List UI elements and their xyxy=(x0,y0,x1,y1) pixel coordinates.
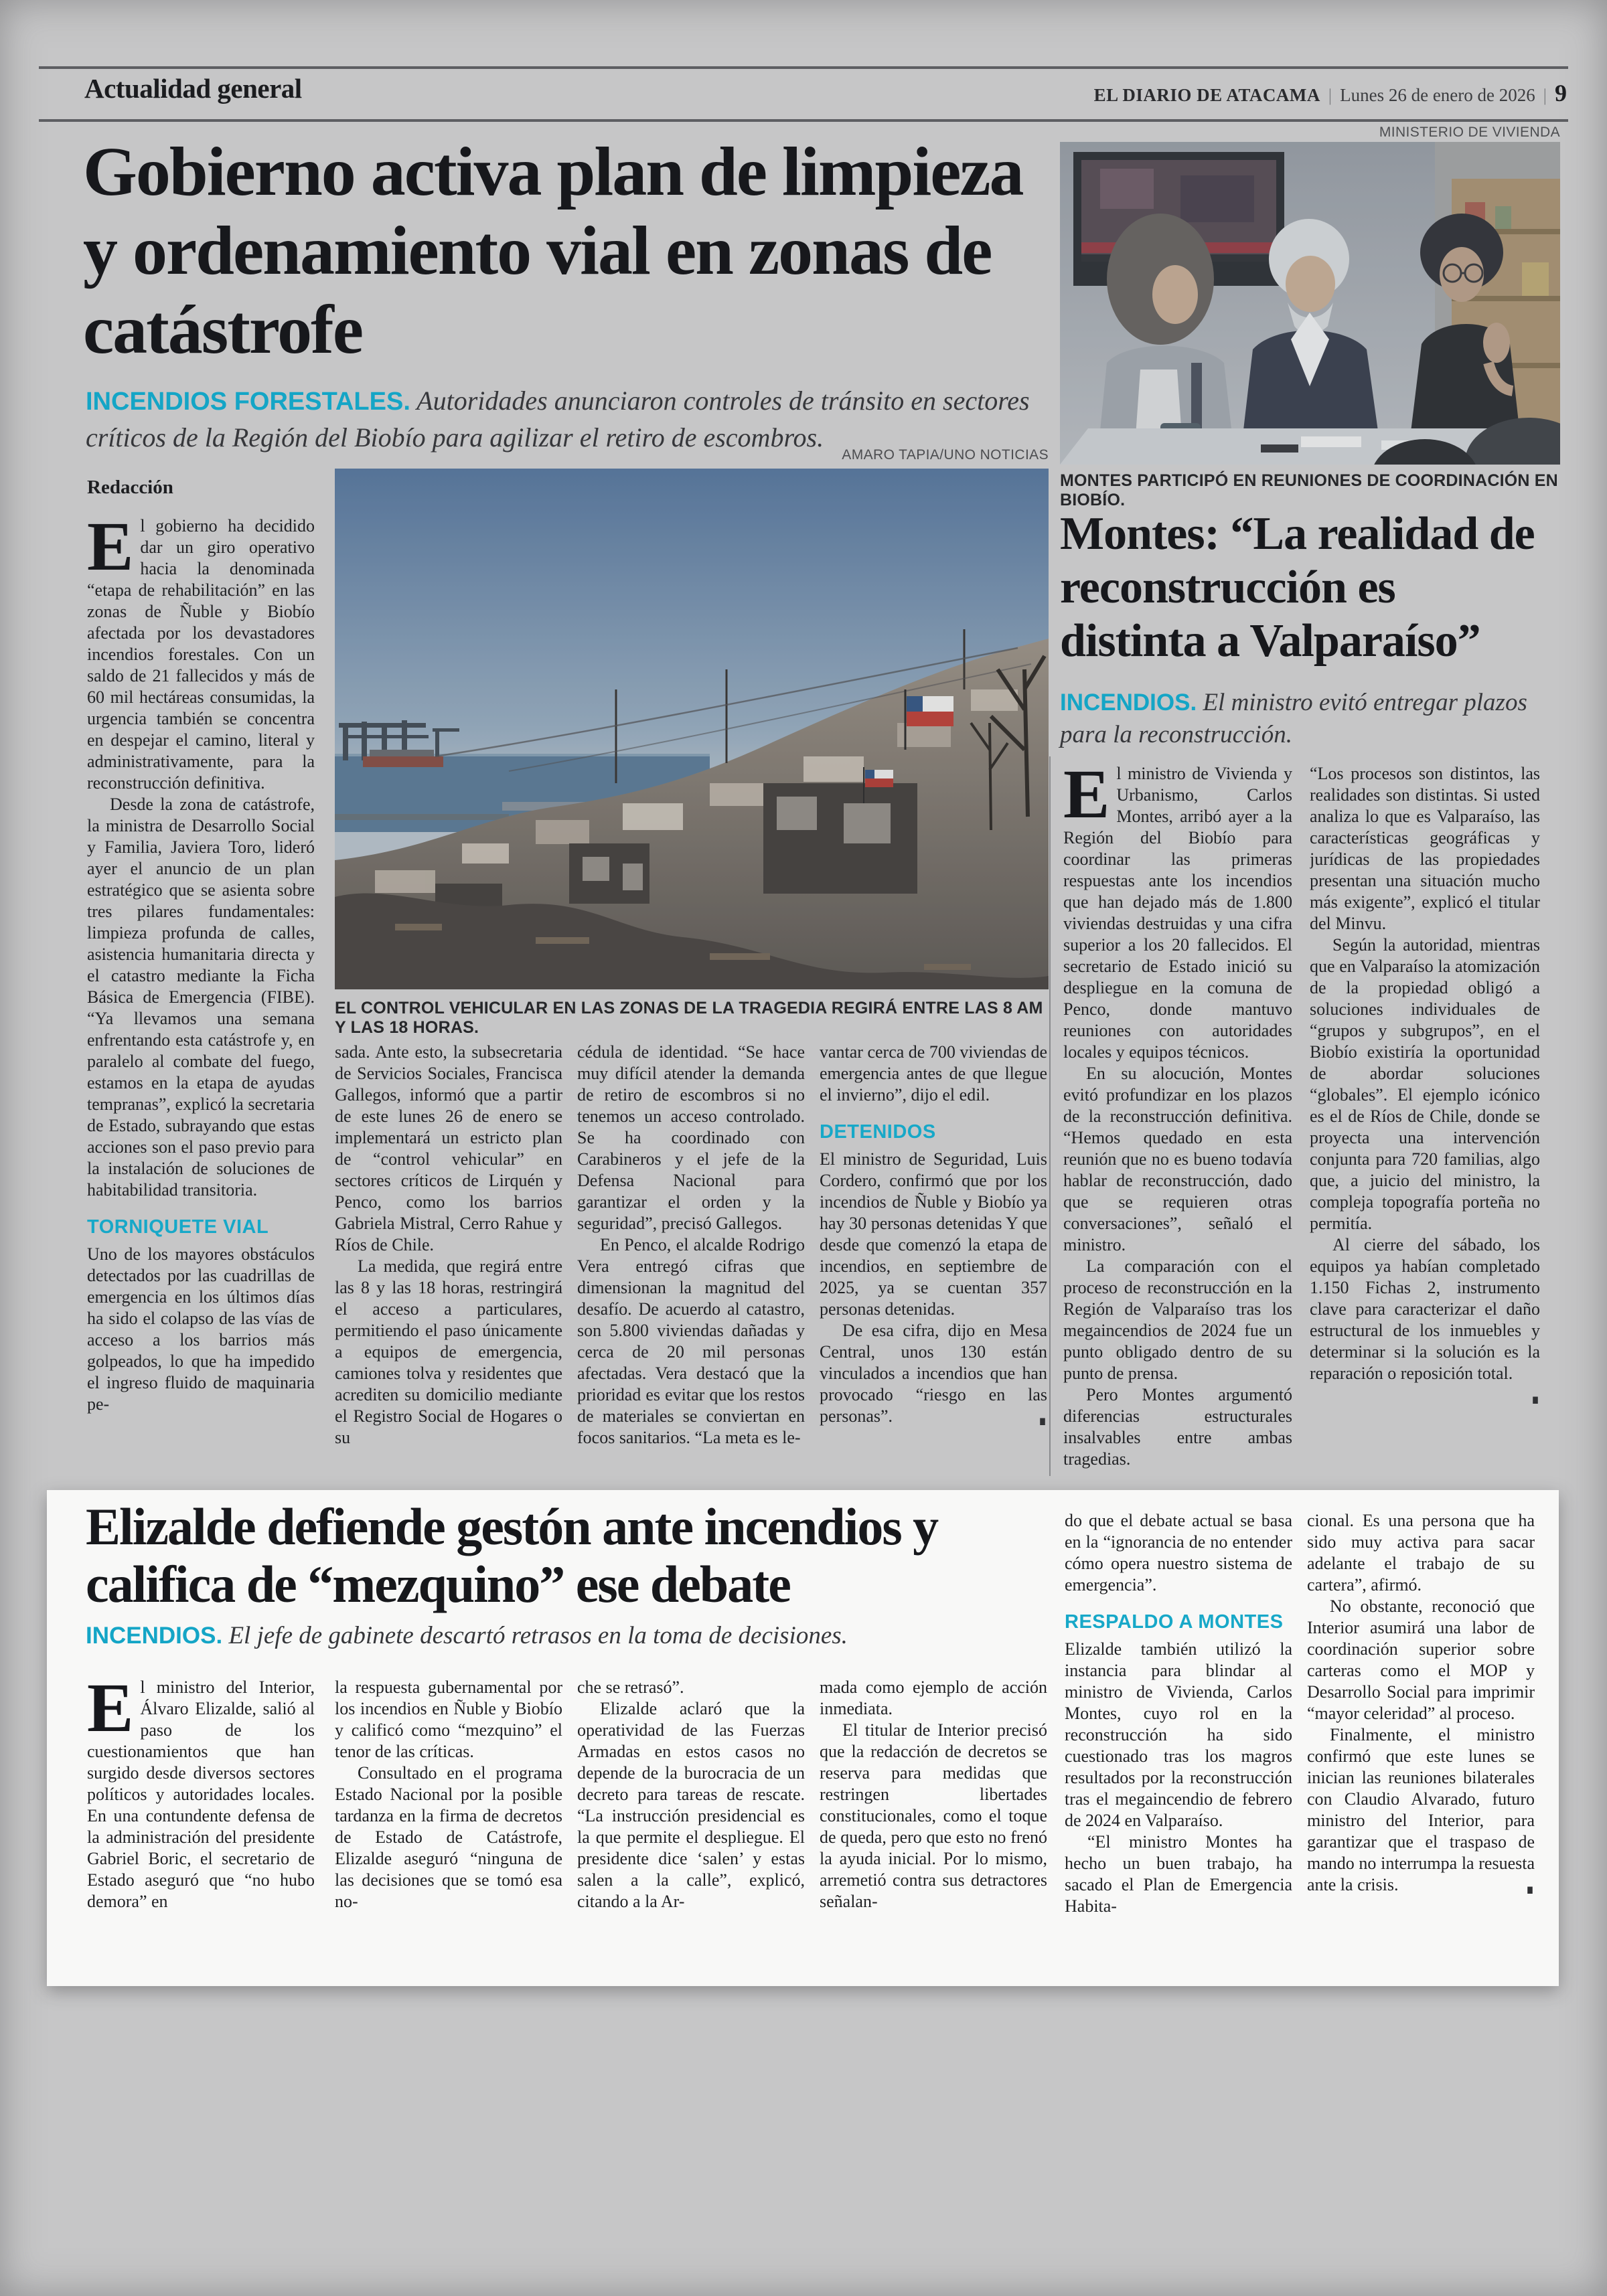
body-paragraph: cédula de identidad. “Se hace muy difícil atender la demanda de retiro de escombros si no tenemos un acceso controlado. Se ha coordinado con Carabineros y el jefe de la Defensa Nacional para garantizar el orden y la seguridad”, precisó Gallegos. xyxy=(577,1042,805,1233)
article-column xyxy=(820,1042,1047,1462)
body-paragraph: sada. Ante esto, la subsecretaria de Servicios Sociales, Francisca Gallegos, informó que a partir de este lunes 26 de enero se implementará un estricto plan de “control vehicular” en sectores críticos de Lirquén y Penco, como los barrios Gabriela Mistral, Cerro Rahue y Ríos de Chile. xyxy=(335,1042,562,1254)
article-column xyxy=(335,1677,562,1973)
header-rule-bottom xyxy=(39,119,1568,122)
separator: | xyxy=(1543,86,1547,105)
lead-kicker-text: Autoridades anunciaron controles de tránsito en sectores críticos de la Región del Biobío para agilizar el retiro de escombros. xyxy=(86,386,1030,453)
body-paragraph: Finalmente, el ministro confirmó que este lunes se inician las reuniones bilaterales con Claudio Alvarado, futuro ministro del Interior, para garantizar que el traspaso de mando no interrumpa la resuesta ante la crisis. ∎ xyxy=(1307,1724,1535,1896)
coordination-meeting-photo-illustration xyxy=(1060,142,1560,465)
lead-photo-credit: AMARO TAPIA/UNO NOTICIAS xyxy=(842,447,1049,463)
masthead-dateline xyxy=(1094,79,1567,107)
body-paragraph: La comparación con el proceso de reconstrucción en la Región de Valparaíso tras los megaincendios de 2024 fue un punto obligado dentro de su punto de prensa. xyxy=(1063,1256,1292,1383)
body-paragraph: “El ministro Montes ha hecho un buen trabajo, ha sacado el Plan de Emergencia Habita- xyxy=(1065,1832,1292,1916)
elizalde-kicker xyxy=(86,1620,1050,1652)
body-paragraph: la respuesta gubernamental por los incendios en Ñuble y Biobío y calificó como “mezquino” el tenor de las críticas. xyxy=(335,1677,562,1761)
body-paragraph: De esa cifra, dijo en Mesa Central, unos 130 están vinculados a incendios que han provocado “riesgo en las personas”. ∎ xyxy=(820,1320,1047,1427)
body-paragraph: Elizalde también utilizó la instancia para blindar al ministro de Vivienda, Carlos Montes, cuyo rol en la reconstrucción ha sido cuestionado tras los magros resultados por la reconstrucción tras el megaincendio de febrero de 2024 en Valparaíso. xyxy=(1065,1639,1292,1830)
article-column xyxy=(1307,1510,1535,1975)
drop-cap: E xyxy=(87,515,134,585)
body-paragraph: El ministro de Vivienda y Urbanismo, Carlos Montes, arribó ayer a la Región del Biobío para coordinar las primeras respuestas ante los incendios que han dejado más de 1.800 viviendas destruidas y una cifra superior a los 20 fallecidos. El secretario de Estado inició su despliegue en la comuna de Penco, donde mantuvo reuniones con autoridades locales y equipos técnicos. xyxy=(1063,763,1292,1062)
page-number: 9 xyxy=(1555,80,1567,106)
body-paragraph: Consultado en el programa Estado Nacional por la posible tardanza en la firma de decretos de Estado de Catástrofe, Elizalde aseguró “ninguna de las decisiones que se tomó esa no- xyxy=(335,1763,562,1911)
article-column xyxy=(1310,763,1540,1474)
elizalde-kicker-text: El jefe de gabinete descartó retrasos en la toma de decisiones. xyxy=(228,1622,848,1649)
article-column xyxy=(577,1677,805,1973)
body-paragraph: Uno de los mayores obstáculos detectados por las cuadrillas de emergencia en los últimos días ha sido el colapso de las vías de acceso a los barrios más golpeados, lo que ha impedido el ingreso fluido de maquinaria pe- xyxy=(87,1244,315,1414)
lead-kicker-label: INCENDIOS FORESTALES. xyxy=(86,388,410,416)
montes-photo-caption: MONTES PARTICIPÓ EN REUNIONES DE COORDINACIÓN EN BIOBÍO. xyxy=(1060,471,1558,509)
body-paragraph: No obstante, reconoció que Interior asumirá una labor de coordinación superior sobre carteras como el MOP y Desarrollo Social para imprimir “mayor celeridad” al proceso. xyxy=(1307,1596,1535,1723)
article-column xyxy=(1065,1510,1292,1975)
header-rule-top xyxy=(39,66,1568,69)
edition-date: Lunes 26 de enero de 2026 xyxy=(1340,85,1535,105)
column-divider xyxy=(1049,756,1051,1476)
end-of-story-icon: ∎ xyxy=(1531,1390,1540,1407)
body-paragraph: Elizalde aclaró que la operatividad de las Fuerzas Armadas en estos casos no depende de la burocracia de un decreto para tareas de rescate. “La instrucción presidencial es la que permite el despliegue. El presidente dice ‘salen’ y estas salen a la calle”, explicó, citando a la Ar- xyxy=(577,1699,805,1911)
montes-headline: Montes: “La realidad de reconstrucción es distinta a Valparaíso” xyxy=(1060,508,1535,667)
drop-cap: E xyxy=(87,1677,134,1746)
body-paragraph: El gobierno ha decidido dar un giro operativo hacia la denominada “etapa de rehabilitación” en las zonas de Ñuble y Biobío afectada por los devastadores incendios forestales. Con un saldo de 21 fallecidos y más de 60 mil hectáreas consumidas, la urgencia también se concentra en despejar el camino, literal y administrativamente, para la reconstrucción definitiva. xyxy=(87,515,315,793)
body-paragraph: En Penco, el alcalde Rodrigo Vera entregó cifras que dimensionan la magnitud del desafío. De acuerdo al catastro, son 5.800 viviendas dañadas y cerca de 20 mil personas afectadas. Vera destacó que la prioridad es evitar que los restos de materiales se conviertan en focos sanitarios. “La meta es le- xyxy=(577,1235,805,1447)
article-column xyxy=(87,1677,315,1973)
article-column xyxy=(87,515,315,1461)
section-title: Actualidad general xyxy=(84,73,302,104)
body-paragraph: che se retrasó”. xyxy=(577,1677,684,1697)
lead-kicker xyxy=(86,383,1050,455)
article-column xyxy=(1063,763,1292,1474)
body-paragraph: Desde la zona de catástrofe, la ministra de Desarrollo Social y Familia, Javiera Toro, lideró ayer el anuncio de un plan estratégico que se asienta sobre tres pilares fundamentales: limpieza profunda de calles, asistencia humanitaria directa y el catastro mediante la Ficha Básica de Emergencia (FIBE). “Ya llevamos una semana enfrentando esta catástrofe y, en paralelo al combate del fuego, estamos en la etapa de ayudas tempranas”, explicó la secretaria de Estado, subrayando que estas acciones son el paso previo para la instalación de soluciones de habitabilidad transitoria. xyxy=(87,795,315,1200)
body-paragraph: “Los procesos son distintos, las realidades son distintas. Si usted analiza lo que es Valparaíso, las características geográficas y jurídicas de las propiedades presentan una situación mucho más exigente”, explicó el titular del Minvu. xyxy=(1310,764,1540,933)
body-paragraph: La medida, que regirá entre las 8 y las 18 horas, restringirá el acceso a particulares, permitiendo el paso únicamente a equipos de emergencia, camiones tolva y residentes que acrediten su domicilio mediante el Registro Social de Hogares o su xyxy=(335,1256,562,1447)
masthead: EL DIARIO DE ATACAMA xyxy=(1093,85,1320,105)
body-paragraph: Según la autoridad, mientras que en Valparaíso la atomización de la propiedad obligó a soluciones individuales de “grupos y subgrupos”, en el Biobío existiría la oportunidad de abordar soluciones “globales”. El ejemplo icónico es el de Ríos de Chile, donde se proyecta una intervención conjunta para 720 familias, algo que, a juicio del ministro, la compleja topografía porteña no permitía. xyxy=(1310,935,1540,1233)
body-paragraph: cional. Es una persona que ha sido muy activa para sacar adelante el trabajo de su cartera”, afirmó. xyxy=(1307,1511,1535,1594)
column-subhead: RESPALDO A MONTES xyxy=(1065,1611,1284,1633)
body-paragraph: vantar cerca de 700 viviendas de emergencia antes de que llegue el invierno”, dijo el edil. xyxy=(820,1042,1047,1104)
elizalde-headline: Elizalde defiende gestón ante incendios y califica de “mezquino” ese debate xyxy=(86,1497,938,1613)
end-of-story-icon: ∎ xyxy=(1525,1880,1535,1897)
column-subhead: DETENIDOS xyxy=(820,1121,936,1143)
body-paragraph: do que el debate actual se basa en la “ignorancia de no entender cómo opera nuestro sistema de emergencia”. xyxy=(1065,1511,1292,1594)
elizalde-kicker-label: INCENDIOS. xyxy=(86,1623,223,1649)
body-paragraph: Al cierre del sábado, los equipos ya habían completado 1.150 Fichas 2, instrumento clave para caracterizar el daño estructural de los inmuebles y determinar si la solución es la reparación o reposición total. ∎ xyxy=(1310,1234,1540,1384)
column-subhead: TORNIQUETE VIAL xyxy=(87,1216,269,1238)
byline: Redacción xyxy=(87,477,173,498)
body-paragraph: En su alocución, Montes evitó profundizar en los plazos de la reconstrucción definitiva. “Hemos quedado en esta reunión que no es bueno todavía hablar de reconstrucción, dado que se requieren otras conversaciones”, señaló el ministro. xyxy=(1063,1064,1292,1254)
body-paragraph: mada como ejemplo de acción inmediata. xyxy=(820,1677,1047,1718)
separator: | xyxy=(1328,86,1332,105)
montes-photo xyxy=(1060,142,1560,465)
body-paragraph: El ministro de Seguridad, Luis Cordero, confirmó que por los incendios de Ñuble y Biobío ya hay 30 personas detenidas Y que desde que comenzó la etapa de incendios, en septiembre de 2025, ya se cuentan 357 personas detenidas. xyxy=(820,1149,1047,1319)
drop-cap: E xyxy=(1063,763,1110,833)
end-of-story-icon: ∎ xyxy=(1038,1412,1047,1428)
body-paragraph: El titular de Interior precisó que la redacción de decretos se reserva para medidas que restringen libertades constitucionales, como el toque de queda, pero que esto no frenó la ayuda inicial. Por lo mismo, arremetió contra sus detractores señalan- xyxy=(820,1720,1047,1911)
fire-devastation-photo-illustration xyxy=(335,469,1049,989)
article-column xyxy=(577,1042,805,1462)
montes-kicker-label: INCENDIOS. xyxy=(1060,689,1197,716)
montes-photo-credit: MINISTERIO DE VIVIENDA xyxy=(1379,125,1560,140)
montes-kicker-text: El ministro evitó entregar plazos para la reconstrucción. xyxy=(1060,689,1527,748)
article-column xyxy=(335,1042,562,1462)
montes-kicker xyxy=(1060,687,1542,751)
body-paragraph: El ministro del Interior, Álvaro Elizalde, salió al paso de los cuestionamientos que han surgido desde diversos sectores políticos y autoridades locales. En una contundente defensa de la administración del presidente Gabriel Boric, el secretario de Estado aseguró que “no hubo demora” en xyxy=(87,1677,315,1911)
article-column xyxy=(820,1677,1047,1973)
lead-photo xyxy=(335,469,1049,989)
body-paragraph: Pero Montes argumentó diferencias estructurales insalvables entre ambas tragedias. xyxy=(1063,1385,1292,1469)
lead-headline: Gobierno activa plan de limpieza y ordenamiento vial en zonas de catástrofe xyxy=(83,133,1023,368)
lead-photo-caption: EL CONTROL VEHICULAR EN LAS ZONAS DE LA TRAGEDIA REGIRÁ ENTRE LAS 8 AM Y LAS 18 HORAS. xyxy=(335,999,1043,1037)
